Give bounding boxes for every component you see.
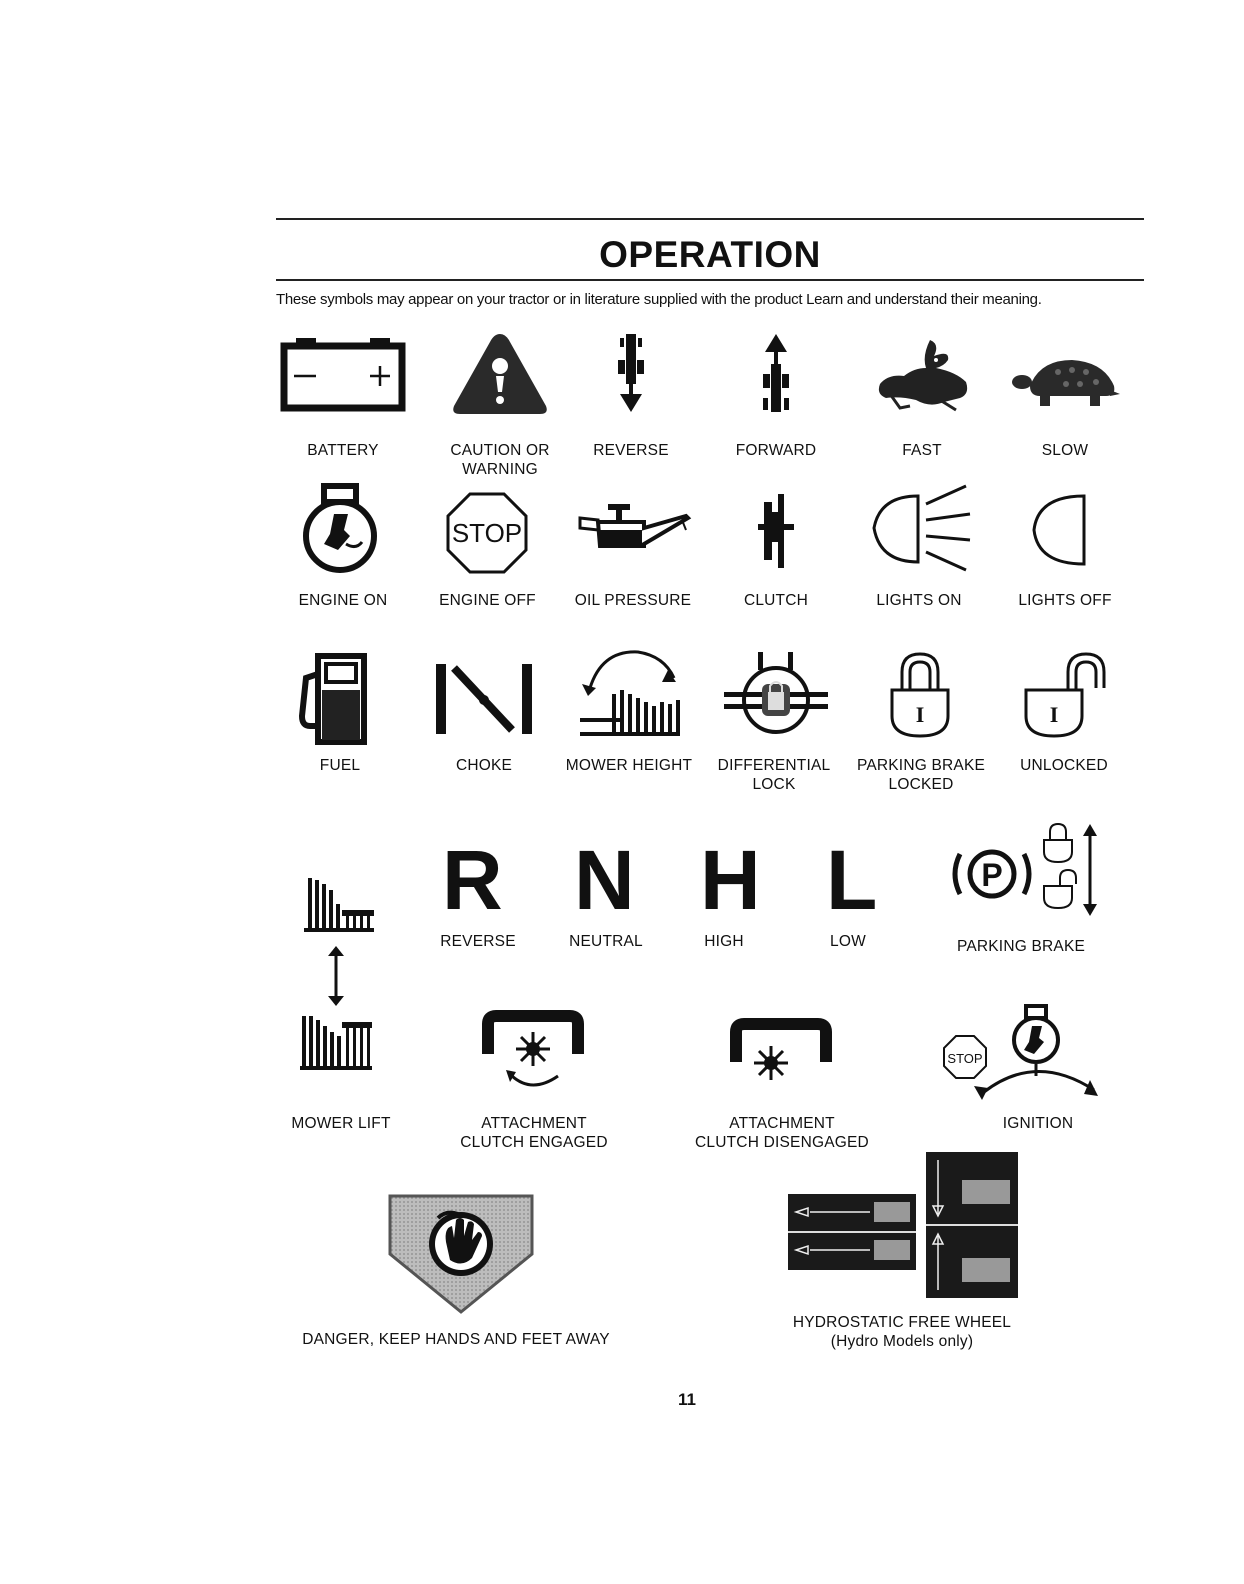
page-number: 11	[678, 1390, 696, 1409]
differential-lock-label: DIFFERENTIAL LOCK	[717, 757, 831, 793]
reverse-label: REVERSE	[593, 442, 669, 459]
rabbit-icon	[870, 338, 974, 412]
padlock-locked-icon	[888, 650, 952, 740]
oil-can-icon	[578, 500, 690, 564]
stop-text: STOP	[451, 518, 523, 548]
reverse-arrow-icon	[606, 332, 656, 414]
unlocked-label: UNLOCKED	[1020, 757, 1108, 774]
mower-lift-label: MOWER LIFT	[291, 1115, 391, 1132]
low-label: LOW	[830, 933, 866, 950]
danger-hands-icon	[386, 1192, 536, 1316]
bottom-rule	[276, 279, 1144, 281]
engine-on-icon	[290, 484, 390, 574]
stop-sign-icon	[446, 492, 528, 574]
svg-text:P: P	[981, 857, 1003, 893]
fast-label: FAST	[902, 442, 942, 459]
choke-icon	[432, 662, 536, 736]
ignition-label: IGNITION	[1002, 1115, 1074, 1132]
parking-brake-locked-label: PARKING BRAKE LOCKED	[856, 757, 986, 793]
letter-n: N	[574, 833, 635, 927]
battery-icon	[280, 336, 406, 412]
padlock-unlocked-icon	[1022, 650, 1108, 740]
ignition-stop-text: STOP	[947, 1051, 983, 1066]
letter-h: H	[700, 833, 761, 927]
lights-off-label: LIGHTS OFF	[1018, 592, 1112, 609]
caution-label: CAUTION OR WARNING	[450, 442, 550, 478]
top-rule	[276, 218, 1144, 220]
neutral-label: NEUTRAL	[569, 933, 643, 950]
forward-label: FORWARD	[735, 442, 817, 459]
letter-r: R	[442, 833, 503, 927]
choke-label: CHOKE	[455, 757, 513, 774]
parking-brake-p-icon	[952, 844, 1032, 904]
mower-height-icon	[572, 644, 684, 740]
oil-pressure-label: OIL PRESSURE	[574, 592, 692, 609]
caution-icon	[450, 330, 550, 416]
forward-arrow-icon	[751, 332, 801, 414]
svg-text:I: I	[915, 702, 925, 727]
differential-lock-icon	[720, 650, 832, 740]
lights-off-icon	[1030, 492, 1090, 568]
danger-label: DANGER, KEEP HANDS AND FEET AWAY	[302, 1331, 610, 1348]
turtle-icon	[1010, 356, 1120, 408]
mower-deck-raised-icon	[296, 876, 376, 936]
reverse-gear-label: REVERSE	[440, 933, 516, 950]
clutch-label: CLUTCH	[743, 592, 809, 609]
fuel-label: FUEL	[319, 757, 361, 774]
mower-height-label: MOWER HEIGHT	[565, 757, 693, 774]
hydrostatic-freewheel-icon	[786, 1150, 1020, 1300]
engine-on-label: ENGINE ON	[298, 592, 388, 609]
attachment-disengaged-label: ATTACHMENT CLUTCH DISENGAGED	[695, 1115, 869, 1151]
ignition-icon	[944, 1004, 1104, 1104]
page-title: OPERATION	[599, 234, 821, 275]
lights-on-label: LIGHTS ON	[876, 592, 962, 609]
fuel-pump-icon	[294, 654, 370, 744]
high-label: HIGH	[704, 933, 744, 950]
attachment-engaged-icon	[482, 1010, 584, 1100]
intro-text: These symbols may appear on your tractor or in literature supplied with the product Learn and understand their meaning.	[276, 291, 1042, 308]
attachment-engaged-label: ATTACHMENT CLUTCH ENGAGED	[460, 1115, 608, 1151]
lights-on-icon	[866, 480, 976, 578]
mower-deck-lowered-icon	[296, 1012, 376, 1072]
parking-brake-label: PARKING BRAKE	[956, 938, 1086, 955]
up-down-arrow-icon	[324, 944, 348, 1008]
engine-off-label: ENGINE OFF	[439, 592, 536, 609]
attachment-disengaged-icon	[730, 1018, 832, 1088]
battery-label: BATTERY	[307, 442, 379, 459]
slow-label: SLOW	[1041, 442, 1089, 459]
clutch-icon	[756, 492, 796, 570]
svg-text:I: I	[1049, 702, 1059, 727]
lock-unlock-arrow-icon	[1038, 822, 1102, 918]
hydrostatic-label: HYDROSTATIC FREE WHEEL (Hydro Models only)	[792, 1314, 1012, 1350]
letter-l: L	[826, 833, 878, 927]
